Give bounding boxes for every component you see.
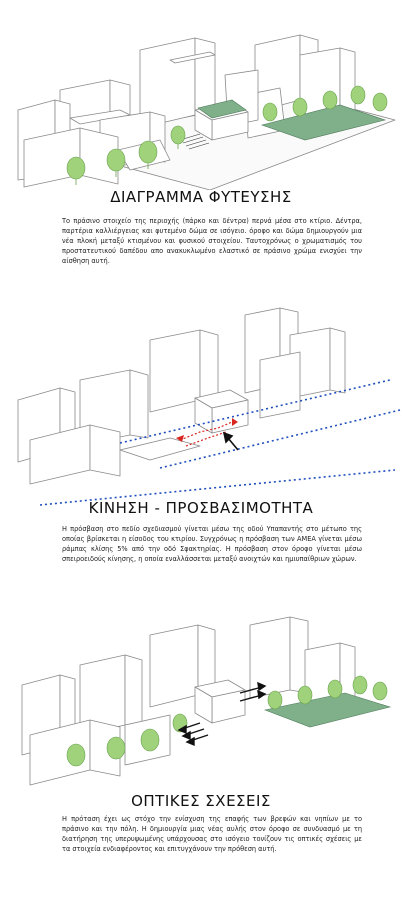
- visual-relations-title: ΟΠΤΙΚΕΣ ΣΧΕΣΕΙΣ: [131, 792, 271, 810]
- access-section: [0, 300, 402, 600]
- planting-title: ΔΙΑΓΡΑΜΜΑ ΦΥΤΕΥΣΗΣ: [110, 188, 292, 206]
- visual-relations-section: [0, 605, 402, 900]
- access-axonometric-drawing: [0, 300, 402, 510]
- planting-section: [0, 0, 402, 300]
- visual-relations-axonometric-drawing: [0, 605, 402, 790]
- visual-relations-description: Η πρόταση έχει ως στόχο την ενίσχυση της επαφής των βρεφών και νηπίων με το πράσινο και την πόλη. Η δημιουργία μιας νέας αυλής στον όροφο σε συνδυασμό με τη διατήρηση της υπερυψωμένης υπάρχουσας στο ισόγειο τονίζουν τις οπτικές σχέσεις με τα στοιχεία ενδιαφέροντος και επιτυγχάνουν την πρόθεση αυτή.: [62, 815, 362, 853]
- access-title: ΚΙΝΗΣΗ - ΠΡΟΣΒΑΣΙΜΟΤΗΤΑ: [88, 499, 314, 517]
- planting-axonometric-drawing: [0, 0, 402, 190]
- planting-description: Το πράσινο στοιχείο της περιοχής (πάρκο και δέντρα) περνά μέσα στο κτίριο. Δέντρα, παρτέρια καλλιέργειας και φυτεμένο δώμα σε ισόγειο. όροφο και δώμα δημιουργούν μια νέα πλοκή μεταξύ κτισμένου και φυσικού στοιχείου. Ταυτοχρόνως ο χρωματισμός του προστατευτικού δαπέδου απο ανακυκλωμένο ελαστικό σε πράσινο χρώμα ενισχύει την αίσθηση αυτή.: [62, 217, 362, 265]
- access-description: Η πρόσβαση στο πεδίο σχεδιασμού γίνεται μέσω της οδού Υπαπαντής στο μέτωπο της οποίας βρίσκεται η είσοδος του κτιρίου. Συγχρόνως η πρόσβαση των ΑΜΕΑ γίνεται μέσω ράμπας κλίσης 5% από την οδό Σφακτηρίας. Η πρόσβαση στον όροφο γίνεται μέσω σπειροειδούς κίνησης, η οποία εναλλάσσεται μεταξύ ανοιχτών και ημιυπαίθριων χώρων.: [62, 525, 362, 563]
